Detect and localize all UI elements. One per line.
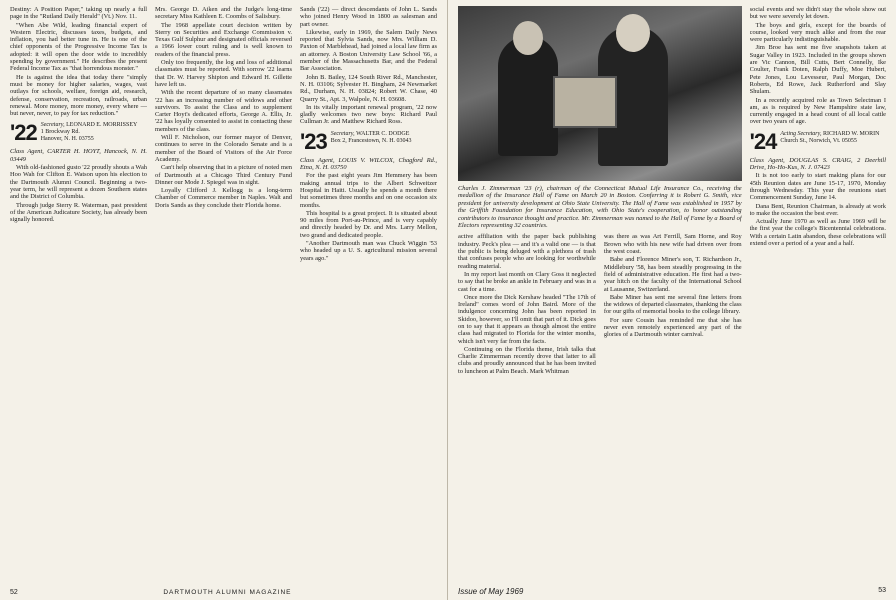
right-wide-column — [458, 6, 742, 580]
paragraph: "Another Dartmouth man was Chuck Wiggin '53 who headed up a U. S. agricultural mission several years ago." — [300, 240, 437, 262]
class-secretary-label: Acting Secretary, — [780, 130, 822, 137]
class-address-1: 1 Brockway Rd. — [40, 129, 80, 136]
paragraph: Loyally Clifford J. Kellogg is a long-term Chamber of Commerce member in Naples. Walt and Doris Sands as they conclude their Florida home. — [155, 187, 292, 209]
person-face-left — [513, 21, 543, 55]
photo-caption: Charles J. Zimmerman '23 (r), chairman of the Connecticut Mutual Life Insurance Co., receiving the medallion of the Insurance Hall of Fame on March 20 in Boston. Conferring it is Robert G. Smith, vice president for university development at Ohio State University. The Hall of Fame was established in 1957 by the Griffith Foundation for Insurance Education, with Ohio State's cooperation, to honor outstanding contributors to insurance thought and practice. Mr. Zimmerman was named to the Hall of Fame by a Board of Electors representing 32 countries. — [458, 185, 742, 230]
paragraph: For the past eight years Jim Hemmery has been making annual trips to the Albert Schweitzer Hospital in Haiti. Usually he spends a month there but sometimes three months and on one occasion six months. — [300, 172, 437, 209]
class-secretary-name: WALTER C. DODGE — [356, 130, 410, 137]
paragraph: John B. Bailey, 124 South River Rd., Manchester, N. H. 03106; Sylvester H. Bingham, 24 Newmarket Rd., Durham, N. H. 03824; Robert W. Chase, 40 Quarry St., Apt. 3, Walpole, N. H. 03608. — [300, 73, 437, 103]
paragraph: social events and we didn't stay the whole show out but we were severely let down. — [749, 6, 886, 21]
paragraph: Once more the Dick Kershaw headed "The 17th of Ireland" comes word of John Baird. More of the indulgence concerning John has been reported in Skidoo, however, so I'll omit that part of it. Dick goes on to say that it appears as though almost the entire class had migrated to Florida for the winter months, which isn't very far from the facts. — [458, 293, 596, 345]
page-number: 52 — [10, 589, 18, 596]
paragraph: It is not too early to start making plans for our 45th Reunion dates are June 15-17, 1970, Monday through Wednesday. This year the reunions start Commencement Sunday, June 14. — [749, 172, 886, 202]
class-heading-24 — [749, 128, 886, 154]
class-secretary-name: LEONARD E. MORRISSEY — [66, 122, 138, 129]
class-agent: Class Agent, LOUIS V. WILCOX, Chagford Rd., Etna, N. H. 03750 — [300, 156, 437, 172]
right-column-c — [750, 6, 886, 580]
class-address-1: Box 2, Francestown, N. H. 03043 — [330, 137, 412, 144]
left-footer — [10, 589, 437, 596]
award-plaque — [553, 76, 617, 128]
paragraph: Dana Bent, Reunion Chairman, is already at work to make the occasion the best ever. — [749, 202, 886, 217]
page-number: 53 — [878, 586, 886, 594]
paragraph: The boys and girls, except for the boards of course, looked very much alike and from the rear were particularly indistinguishable. — [749, 21, 886, 44]
class-address-2: Hanover, N. H. 03755 — [40, 136, 94, 143]
class-secretary-label: Secretary, — [330, 130, 355, 137]
paragraph: In its vitally important renewal program, '22 now gladly welcomes two new boys: Richard Paul Cullman Jr. and Matthew Richard Ross. — [300, 103, 437, 126]
paragraph: Likewise, early in 1969, the Salem Daily News reported that Sylvia Sands, now Mrs. William D. Paxton of Marblehead, had joined a local law firm as an attorney. A Boston University Law School '66, a member of the Massachusetts Bar, and the Federal Bar Association. — [300, 28, 437, 73]
award-photo — [458, 6, 742, 181]
paragraph: This hospital is a great project. It is situated about 90 miles from Port-au-Prince, and is very capably and directly headed by Dr. and Mrs. Larry Mellon, two grand and dedicated people. — [300, 209, 437, 239]
paragraph: He is against the idea that today there "simply must be money for higher salaries, wages, vast outlays for schools, welfare, foreign aid, research, defense, conservation, recreation, railroads, urban renewal. More money, more money, every where — but never, never, to pay for tax reduction." — [10, 73, 147, 118]
paragraph: For sure Cousin has reminded me that she has never even remotely experienced any part of the glories of a Dartmouth winter carnival. — [603, 316, 742, 339]
class-secretary-label: Secretary, — [40, 122, 65, 129]
left-column-3 — [300, 6, 437, 580]
paragraph: Continuing on the Florida theme, Irish talks that Charlie Zimmerman recently drove that latter to all clubs and proudly announced that he has been invited to luncheon at Palm Beach. Mark Whitman — [458, 345, 596, 375]
paragraph: Jim Broe has sent me five snapshots taken at Sugar Valley in 1923. Included in the groups shown are Vic Cannon, Bill Cutts, Bert Connelly, Ike Coulter, Frank Doten, Ralph Duffy, Moe Hubert, Pete Jones, Lou Levesseur, Paul Morgan, Doc Roberts, Ed Rowe, Jack Rutherford and Slay Shulam. — [749, 44, 886, 96]
class-address-1: Church St., Norwich, Vt. 05055 — [780, 137, 857, 144]
class-number: '23 — [300, 128, 327, 154]
right-footer — [458, 584, 886, 596]
paragraph: Can't help observing that in a picture of noted men of Dartmouth at a Chicago Third Century Fund Dinner our Mode J. Spiegel was in sight. — [155, 164, 292, 186]
left-column-2 — [155, 6, 292, 580]
person-face-right — [616, 14, 650, 52]
paragraph: Destiny: A Position Paper," taking up nearly a full page in the "Rutland Daily Herald" (Vt.) Nov. 11. — [10, 6, 147, 21]
class-heading-22 — [10, 122, 147, 144]
paragraph: With the recent departure of so many classmates '22 has an increasing number of widows and other survivors. To assist the Class and to supplement Carter Hoyt's dedicated efforts, George A. Ellis, Jr. '22 has loyally consented to assist in contacting these members of the class. — [155, 89, 292, 133]
class-number: '22 — [10, 120, 37, 146]
paragraph: Only too frequently, the log and loss of additional classmates must be reported. With sorrow '22 learns that Dr. W. Harvey Shipton and Edward H. Gillette have left us. — [155, 59, 292, 88]
class-number: '24 — [749, 128, 777, 154]
issue-date: Issue of May 1969 — [458, 587, 524, 596]
class-agent: Class Agent, CARTER H. HOYT, Hancock, N. H. 03449 — [10, 148, 147, 163]
right-column-a — [458, 233, 596, 376]
paragraph: In my report last month on Clary Goss it neglected to say that he broke an ankle in February and was in a cast for a time. — [458, 270, 596, 293]
paragraph: Mrs. George D. Aiken and the Judge's long-time secretary Miss Kathleen E. Coombs of Salisbury. — [155, 6, 292, 21]
class-agent: Class Agent, DOUGLAS S. CRAIG, 2 Deerhill Drive, Ho-Ho-Kus, N. J. 07423 — [749, 156, 886, 172]
right-column-b — [604, 233, 742, 376]
paragraph: With old-fashioned gusto '22 proudly shouts a Wah Hoo Wah for Clifton E. Watson upon his election to the Dartmouth Alumni Council. Beginning a two-year term, he will represent a dozen Southern states and the District of Columbia. — [10, 164, 147, 201]
paragraph: "When Abe Wild, leading financial expert of Western Electric, discusses taxes, budgets, and inflation, you had better tune in. He is one of the chief opponents of the Progressive Income Tax is adopted: it will open the door wide to incredibly spending by government." He describes the present Federal Income Tax as "that horrendous monster." — [10, 21, 147, 73]
left-column-1 — [10, 6, 147, 580]
class-secretary-name: RICHARD W. MORIN — [822, 130, 880, 137]
class-heading-23 — [300, 128, 437, 154]
magazine-title: DARTMOUTH ALUMNI MAGAZINE — [163, 589, 292, 596]
paragraph: Will F. Nicholson, our former mayor of Denver, continues to serve in the Colorado Senate and is a member of the Board of Visitors of the Air Force Academy. — [155, 134, 292, 163]
paragraph: Babe Miner has sent me several fine letters from the widows of departed classmates, thanking the class for our gifts of memorial books to the college library. — [603, 293, 742, 316]
paragraph: Babe and Florence Miner's son, T. Richardson Jr., Middlebury '58, has been steadily progressing in the field of administrative education. He first had a two-year hitch on the faculty of the International School at Lausanne, Switzerland. — [603, 256, 742, 293]
paragraph: Actually June 1970 as well as June 1969 will be the first year the college's Bicentennial celebrations. With a certain Latin abandon, these celebrations will extend over a period of a year and a half. — [749, 218, 886, 248]
right-page — [448, 0, 896, 600]
paragraph: active affiliation with the paper back publishing industry. Peck's plea — and it's a valid one — is that the public is being deluged with a plethora of trash that confuses people who are looking for worthwhile reading material. — [458, 233, 596, 270]
paragraph: In a recently acquired role as Town Selectman I am, as is required by New Hampshire state law, currently engaged in a head count of all local cattle over two years of age. — [749, 96, 886, 126]
paragraph: was there as was Art Ferrill, Sam Horne, and Roy Brown who with his new wife had driven over from the west coast. — [603, 233, 742, 256]
paragraph: Through judge Sterry R. Waterman, past president of the American Judicature Society, has already been signally honored. — [10, 201, 147, 224]
paragraph: Sands ('22) — direct descendants of John L. Sands who joined Henry Wood in 1800 as salesman and part owner. — [300, 6, 437, 28]
paragraph: The 1968 appellate court decision written by Sterry on Securities and Exchange Commission v. Texas Gulf Sulphur and designated officials reversed a 1966 lower court ruling and is well known to readers of the financial press. — [155, 21, 292, 58]
